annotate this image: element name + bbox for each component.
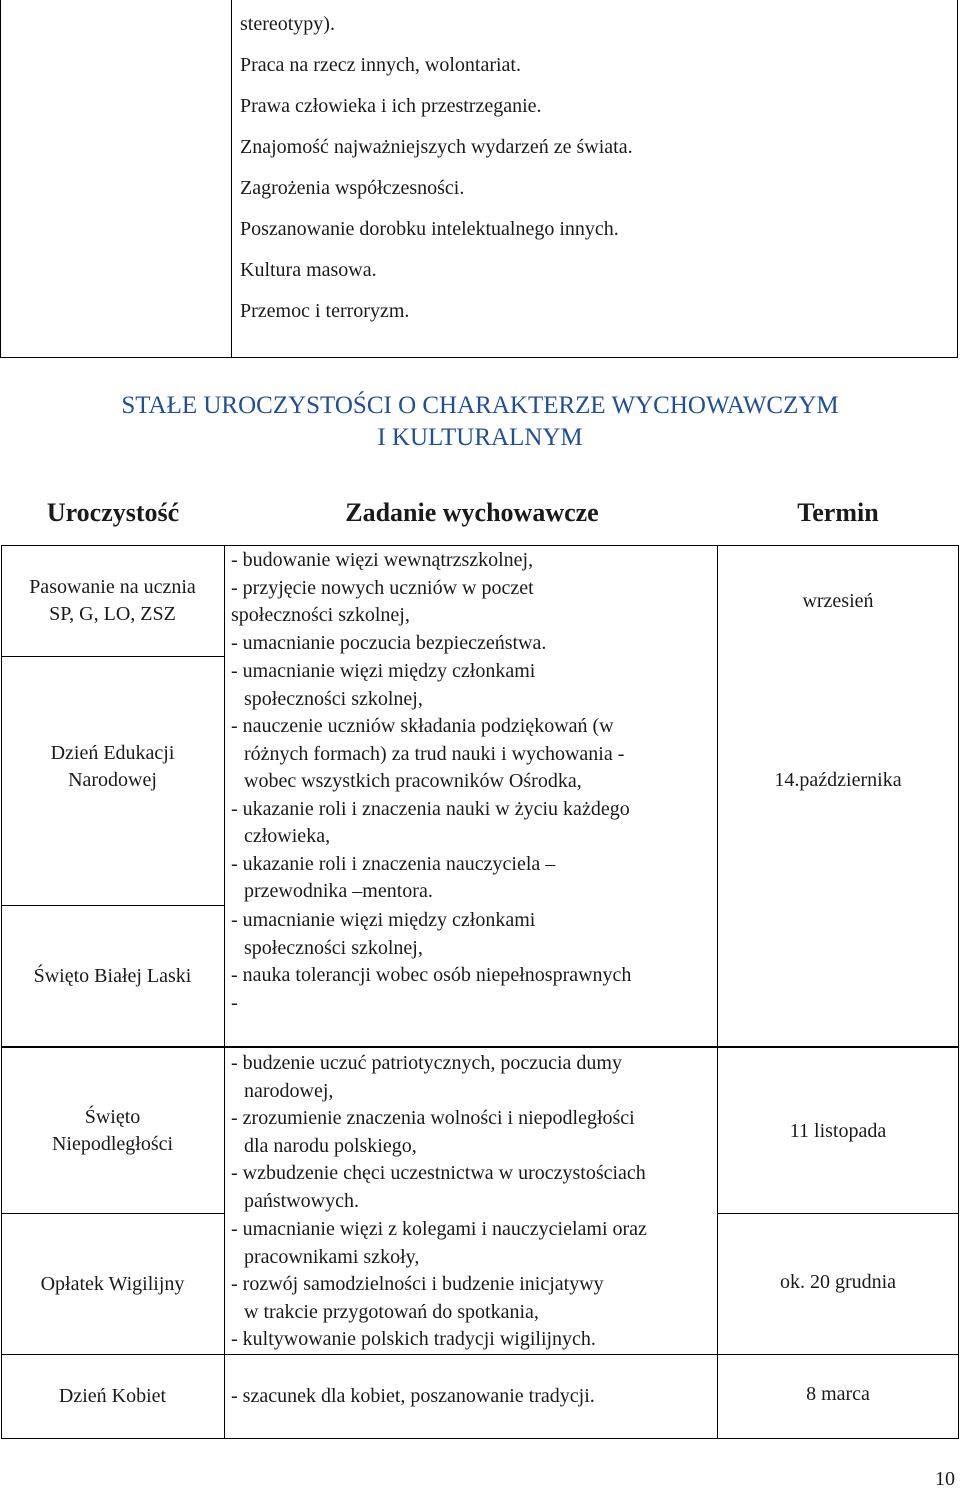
task-line: - umacnianie więzi z kolegami i nauczycielami oraz <box>231 1218 647 1240</box>
list-item: Poszanowanie dorobku intelektualnego innych. <box>240 218 619 240</box>
task-line: - zrozumienie znaczenia wolności i niepodległości <box>231 1107 635 1129</box>
list-item: Praca na rzecz innych, wolontariat. <box>240 54 521 76</box>
section-title-line2: I KULTURALNYM <box>377 424 583 451</box>
list-item: Kultura masowa. <box>240 259 377 281</box>
event-cell <box>1 574 224 628</box>
task-line: - nauka tolerancji wobec osób niepełnosprawnych <box>231 964 632 986</box>
row-divider <box>718 1213 959 1214</box>
term-cell: 8 marca <box>806 1383 870 1405</box>
row-divider <box>1 656 224 657</box>
task-line: - kultywowanie polskich tradycji wigilijnych. <box>231 1328 596 1350</box>
page-number: 10 <box>935 1468 955 1490</box>
task-line: - wzbudzenie chęci uczestnictwa w uroczystościach <box>231 1162 646 1184</box>
task-line: państwowych. <box>244 1189 359 1212</box>
event-name: Pasowanie na ucznia <box>29 576 196 598</box>
task-list <box>231 658 715 906</box>
task-line: człowieka, <box>244 825 331 847</box>
task-line: - umacnianie więzi między członkami <box>231 909 536 931</box>
event-name: Dzień Kobiet <box>58 1385 167 1407</box>
term-cell: 14.października <box>774 769 902 791</box>
term-cell: 11 listopada <box>789 1120 887 1142</box>
section-title-line1: STAŁE UROCZYSTOŚCI O CHARAKTERZE WYCHOWAWCZYM <box>121 392 839 419</box>
task-line: - ukazanie roli i znaczenia nauki w życiu każdego <box>231 797 630 820</box>
task-line: wobec wszystkich pracowników Ośrodka, <box>244 770 582 792</box>
task-line: przewodnika –mentora. <box>244 880 433 902</box>
continuation-list <box>240 4 633 332</box>
task-list <box>231 1216 715 1354</box>
task-line: różnych formach) za trud nauki i wychowania - <box>244 742 625 765</box>
event-name: Niepodległości <box>51 1133 174 1155</box>
header-event: Uroczystość <box>46 498 180 527</box>
event-name: Narodowej <box>68 769 157 791</box>
term-cell: ok. 20 grudnia <box>779 1271 897 1293</box>
task-line: - przyjęcie nowych uczniów w poczet <box>231 576 534 599</box>
task-line: - rozwój samodzielności i budzenie inicjatywy <box>231 1273 604 1295</box>
column-divider <box>224 545 225 1047</box>
list-item: stereotypy). <box>240 13 335 35</box>
task-line: społeczności szkolnej, <box>244 687 423 710</box>
task-line: - umacnianie poczucia bezpieczeństwa. <box>231 631 547 654</box>
task-list <box>231 547 715 657</box>
column-divider <box>224 1047 225 1439</box>
list-item: Zagrożenia współczesności. <box>240 177 465 199</box>
term-cell: wrzesień <box>802 590 874 612</box>
task-line: narodowej, <box>244 1079 334 1102</box>
event-cell <box>1 1271 224 1298</box>
list-item: Znajomość najważniejszych wydarzeń ze świata. <box>240 136 633 158</box>
task-line: pracownikami szkoły, <box>244 1245 420 1268</box>
list-item: Prawa człowieka i ich przestrzeganie. <box>240 95 542 117</box>
task-line: - szacunek dla kobiet, poszanowanie tradycji. <box>231 1385 595 1407</box>
header-term: Termin <box>797 498 879 527</box>
task-list <box>231 1383 715 1411</box>
continuation-divider <box>231 0 232 358</box>
task-list <box>231 907 715 1017</box>
event-cell <box>1 1104 224 1158</box>
event-cell <box>1 740 224 794</box>
task-line: - budzenie uczuć patriotycznych, poczucia dumy <box>231 1052 622 1074</box>
task-line: w trakcie przygotowań do spotkania, <box>244 1300 539 1323</box>
task-line: społeczności szkolnej, <box>231 604 410 626</box>
event-name: Opłatek Wigilijny <box>40 1273 185 1295</box>
event-name: SP, G, LO, ZSZ <box>49 603 176 625</box>
task-line: dla narodu polskiego, <box>244 1134 417 1157</box>
task-line: - umacnianie więzi między członkami <box>231 660 536 682</box>
task-line: - nauczenie uczniów składania podziękowań (w <box>231 715 614 737</box>
row-divider <box>1 905 224 906</box>
event-cell <box>1 1383 224 1410</box>
event-name: Dzień Edukacji <box>50 742 175 764</box>
column-divider <box>717 1047 718 1439</box>
task-line: - budowanie więzi wewnątrzszkolnej, <box>231 549 534 571</box>
task-line: - ukazanie roli i znaczenia nauczyciela – <box>231 852 556 875</box>
task-list <box>231 1050 715 1215</box>
header-task: Zadanie wychowawcze <box>345 498 599 527</box>
column-divider <box>717 545 718 1047</box>
task-line: społeczności szkolnej, <box>244 936 423 959</box>
row-divider <box>1 1213 224 1214</box>
event-name: Święto <box>84 1106 141 1128</box>
event-name: Święto Białej Laski <box>33 965 192 987</box>
list-item: Przemoc i terroryzm. <box>240 300 410 322</box>
event-cell <box>1 963 224 990</box>
row-divider <box>1 1354 959 1355</box>
task-line: - <box>231 991 238 1014</box>
